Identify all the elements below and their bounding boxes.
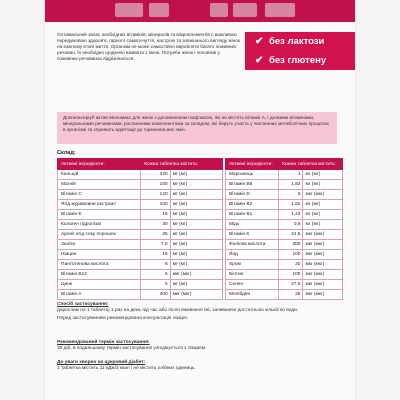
top-brand-strip [45,0,355,22]
ingredient-name: Мідь [226,220,279,230]
ingredient-value: 6 [141,270,171,280]
ingredient-unit: мг (мг) [303,180,343,190]
table-row [226,230,343,240]
ingredient-name: Вітамін Е [58,210,141,220]
ingredient-unit: мкг (мкг) [303,280,343,290]
intro-text: Оптимальний запас необхідних вітамінів, мінералів та мікроелементів є важливою передумовою здоров'я, гарного самопочуття, настрою та зовнішнього вигляду жінок на кожному етапі життя. Організм не може самостійно виробляти багато поживних речовин. Їх необхідно щоденно вживати з їжею. Потреби жінок і чоловіків у поживних речовинах відрізняються. [57,32,240,62]
table-row [226,210,343,220]
ingredient-unit: мкг (мкг) [303,260,343,270]
ingredient-name: Магній [58,180,141,190]
ingredient-name: Вітамін А [58,290,141,300]
badge-gluten [245,51,355,70]
ingredient-name: Молібден [226,290,279,300]
badge-lactose [245,32,355,51]
ingredient-name: Вітамін С [58,190,141,200]
ingredient-name: Селен [226,280,279,290]
ingredient-unit: мкг (мкг) [303,230,343,240]
strip-mark [210,3,228,17]
ingredient-name: Марганець [226,170,279,180]
table-row [58,290,223,300]
table-row [226,260,343,270]
usage-text: дорослим по 1 таблетці 1 раз на день під час або після вживання їжі, запиваючи достатньою кількістю води. [57,308,299,314]
ingredient-name: Ягід журавлини екстракт [58,200,141,210]
ingredient-value: 16 [141,210,171,220]
ingredient-unit: мг (мг) [170,210,222,220]
ingredient-name: Хром [226,260,279,270]
ingredient-unit: мг (мг) [170,180,222,190]
ingredient-name: Вітамін В12 [58,270,141,280]
ingredient-value: 100 [279,270,303,280]
table-row [226,190,343,200]
ingredient-unit: мг (мг) [170,220,222,230]
ingredient-value: 1,43 [279,210,303,220]
table-header-ingredient: Активні інгредієнти: [226,159,279,170]
table-row [226,250,343,260]
ingredient-unit: мг (мг) [170,200,222,210]
table-header-ingredient: Активні інгредієнти: [58,159,141,170]
product-note: Доппельгерц® актив Меномакс для жінок з доповненням Ізофлавоні, які не містять вітамін А, і деякими вітамінами, мінеральними речовинами, рослинними компонентами за складом, які беруть участь у численних метаболічних процесах в організмі та сприяють адаптації до гормональних змін. [57,112,337,144]
ingredient-value: 27,5 [279,280,303,290]
ingredient-unit: мг (мг) [170,190,222,200]
table-row [226,220,343,230]
table-row [226,240,343,250]
ingredient-unit: мг (мг) [303,200,343,210]
ingredient-value: 5 [279,190,303,200]
ingredient-name: Вітамін К [226,230,279,240]
table-header-amount: Кожна таблетка містить: [141,159,223,170]
free-from-badge [245,32,355,70]
table-row [226,180,343,190]
ingredient-unit: мкг (мкг) [303,190,343,200]
ingredient-name: Вітамін В6 [226,180,279,190]
table-row [58,180,223,190]
ingredient-name: Вітамін D [226,190,279,200]
usage-text2: Перед застосуванням рекомендована консультація лікаря. [57,316,189,322]
ingredient-unit: мкг (мкг) [303,290,343,300]
composition-heading: Склад: [57,150,76,156]
ingredient-value: 24,5 [279,230,303,240]
ingredients-table-right [225,158,343,300]
table-row [226,270,343,280]
ingredient-value: 25 [141,230,171,240]
ingredient-value: 320 [141,170,171,180]
ingredient-name: Пантотенова кислота [58,260,141,270]
table-row [58,210,223,220]
ingredient-value: 5 [141,280,171,290]
ingredients-table-left [57,158,223,300]
ingredient-name: Йод [226,250,279,260]
ingredient-value: 100 [141,180,171,190]
usage-heading: Спосіб застосування: [57,302,109,307]
ingredient-unit: мкг (мкг) [303,270,343,280]
ingredient-value: 100 [279,250,303,260]
ingredient-unit: мг (мг) [303,220,343,230]
table-row [58,270,223,280]
ingredient-value: 1 [279,170,303,180]
ingredient-value: 120 [141,190,171,200]
ingredient-name: Залізо [58,240,141,250]
ingredient-value: 100 [141,200,171,210]
ingredient-name: Вітамін В1 [226,210,279,220]
term-heading: Рекомендований термін застосування: [57,340,150,345]
ingredient-value: 400 [141,290,171,300]
table-row [226,290,343,300]
ingredient-value: 7,5 [141,240,171,250]
ingredient-value: 300 [279,240,303,250]
badge-lactose-label: без лактози [269,36,325,47]
ingredient-name: Фолієва кислота [226,240,279,250]
table-row [58,200,223,210]
diabetes-section [57,360,343,372]
ingredient-unit: мг (мг) [170,240,222,250]
ingredient-unit: мкг (мкг) [303,240,343,250]
ingredient-unit: мг (мг) [170,170,222,180]
table-row [226,170,343,180]
ingredient-name: Вітамін В2 [226,200,279,210]
ingredient-name: Цинк [58,280,141,290]
table-row [58,230,223,240]
ingredient-unit: мг (мг) [170,250,222,260]
badge-gluten-label: без глютену [269,55,327,66]
strip-mark [115,3,143,17]
ingredient-value: 25 [279,290,303,300]
ingredient-name: Кальцій [58,170,141,180]
ingredient-value: 20 [279,260,303,270]
strip-mark [265,3,295,17]
diabetes-heading: До уваги хворих на цукровий діабет: [57,360,146,365]
ingredient-value: 1,82 [279,180,303,190]
check-icon: ✔ [255,36,264,47]
table-row [58,170,223,180]
table-row [226,280,343,290]
diabetes-text: 1 таблетка містить 11 кДж/3 ккал і не містить хлібних одиниць. [57,366,196,372]
term-section [57,340,343,352]
ingredient-unit: мг (мг) [170,230,222,240]
strip-mark [233,3,257,17]
ingredient-value: 6 [141,260,171,270]
ingredient-value: 16 [141,250,171,260]
ingredient-name: Аронії ягід соку порошок [58,230,141,240]
ingredient-unit: мг (мг) [170,260,222,270]
table-row [58,240,223,250]
usage-section [57,302,343,323]
table-row [58,260,223,270]
table-row [58,280,223,290]
product-box-side [45,0,355,400]
ingredient-unit: мг (мг) [303,210,343,220]
ingredient-name: Колаген гідролізат [58,220,141,230]
table-row [58,250,223,260]
table-header-amount: Кожна таблетка містить: [279,159,343,170]
term-text: 30 діб, в подальшому термін застосування узгоджується з лікарем. [57,346,207,352]
table-row [226,200,343,210]
ingredient-unit: мг (мг) [303,170,343,180]
table-row [58,220,223,230]
ingredient-value: 30 [141,220,171,230]
check-icon: ✔ [255,55,264,66]
ingredient-value: 0,5 [279,220,303,230]
ingredient-unit: мкг (мкг) [170,290,222,300]
ingredient-name: Біотин [226,270,279,280]
ingredient-value: 1,82 [279,200,303,210]
ingredient-unit: мкг (мкг) [303,250,343,260]
strip-mark [149,3,169,17]
table-row [58,190,223,200]
ingredient-unit: мг (мг) [170,280,222,290]
ingredient-unit: мкг (мкг) [170,270,222,280]
ingredient-name: Ніацин [58,250,141,260]
